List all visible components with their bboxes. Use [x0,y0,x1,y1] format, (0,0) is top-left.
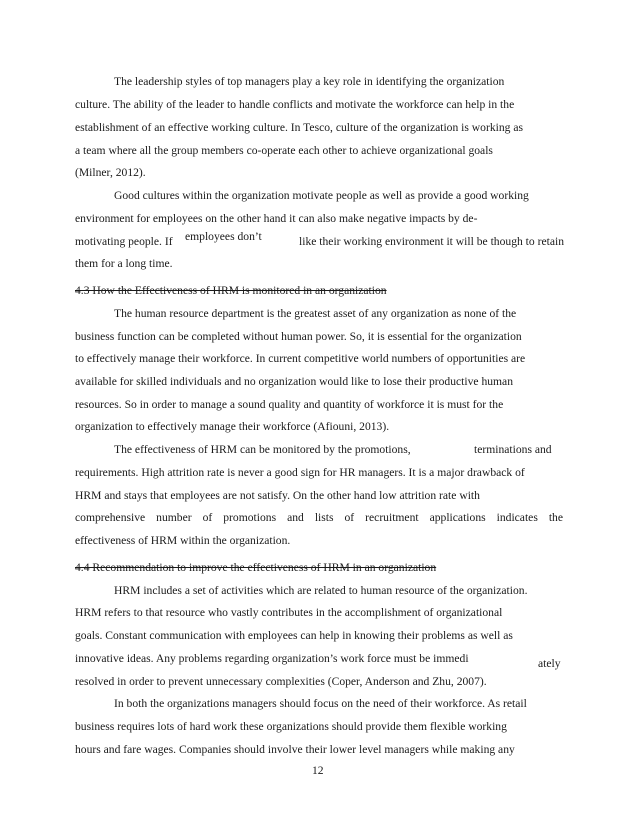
paragraph-line: them for a long time. [75,257,173,270]
inserted-text: employees don’t [185,230,262,243]
paragraph-line: resources. So in order to manage a sound quality and quantity of workforce it is must for the [75,398,504,411]
paragraph-line-start: innovative ideas. Any problems regarding organization’s work force must be immedi [75,652,469,665]
paragraph-line: to effectively manage their workforce. In current competitive world numbers of opportunities are [75,352,526,365]
section-heading-4-4: 4.4 Recommendation to improve the effectiveness of HRM in an organization [75,561,437,574]
paragraph-line: HRM includes a set of activities which are related to human resource of the organization. [114,584,528,597]
paragraph-line: culture. The ability of the leader to handle conflicts and motivate the workforce can help in the [75,98,515,111]
paragraph-line: The leadership styles of top managers play a key role in identifying the organization [114,75,505,88]
page-number: 12 [312,764,324,777]
paragraph-line: a team where all the group members co-operate each other to achieve organizational goals [75,144,493,157]
paragraph-line: environment for employees on the other hand it can also make negative impacts by de- [75,212,478,225]
paragraph-line: (Milner, 2012). [75,166,146,179]
paragraph-line: HRM and stays that employees are not satisfy. On the other hand low attrition rate with [75,489,480,502]
paragraph-line: available for skilled individuals and no organization would like to lose their productive human [75,375,513,388]
paragraph-line: resolved in order to prevent unnecessary complexities (Coper, Anderson and Zhu, 2007). [75,675,487,688]
paragraph-line: hours and fare wages. Companies should involve their lower level managers while making any [75,743,515,756]
section-heading-4-3: 4.3 How the Effectiveness of HRM is monitored in an organization [75,284,387,297]
paragraph-line: establishment of an effective working culture. In Tesco, culture of the organization is working as [75,121,523,134]
paragraph-line: Good cultures within the organization motivate people as well as provide a good working [114,189,529,202]
paragraph-line: In both the organizations managers should focus on the need of their workforce. As retail [114,697,527,710]
paragraph-line: goals. Constant communication with employees can help in knowing their problems as well as [75,629,513,642]
paragraph-line-start: motivating people. If [75,235,173,248]
paragraph-line: business requires lots of hard work these organizations should provide them flexible working [75,720,507,733]
paragraph-line: The human resource department is the greatest asset of any organization as none of the [114,307,517,320]
paragraph-line: requirements. High attrition rate is never a good sign for HR managers. It is a major drawback of [75,466,525,479]
paragraph-line: business function can be completed without human power. So, it is essential for the organization [75,330,522,343]
paragraph-line-start: The effectiveness of HRM can be monitored by the promotions, [114,443,411,456]
paragraph-line-end: terminations and [474,443,552,456]
paragraph-line: organization to effectively manage their workforce (Afiouni, 2013). [75,420,390,433]
paragraph-line: comprehensive number of promotions and lists of recruitment applications indicates the [75,511,563,524]
paragraph-line: effectiveness of HRM within the organization. [75,534,291,547]
paragraph-line-end: ately [538,657,561,670]
paragraph-line-end: like their working environment it will be though to retain [299,235,564,248]
paragraph-line: HRM refers to that resource who vastly contributes in the accomplishment of organizational [75,606,503,619]
